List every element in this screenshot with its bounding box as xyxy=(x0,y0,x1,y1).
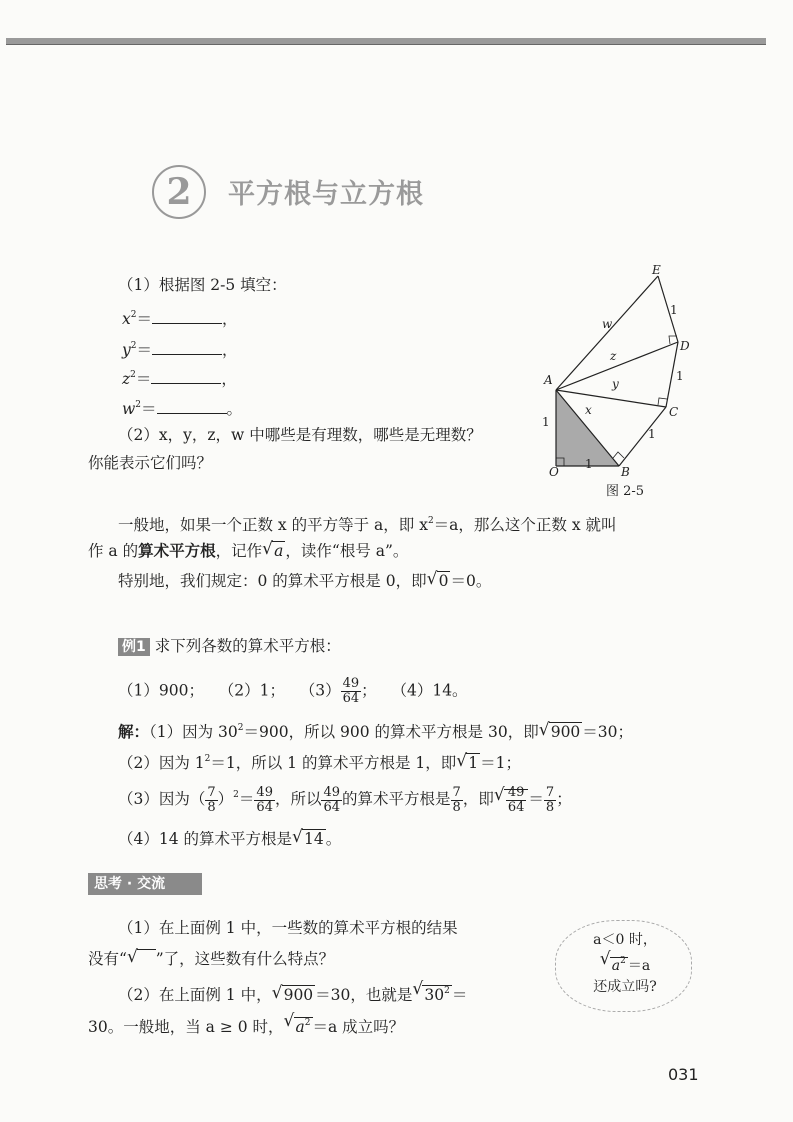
think-q1-line2: 没有“ √ ”了，这些数有什么特点？ xyxy=(88,947,335,968)
sqrt-a: √ a xyxy=(262,539,284,560)
exercise-part1: （1）根据图 2-5 填空： xyxy=(118,276,287,294)
figure-caption: 图 2-5 xyxy=(606,484,645,499)
point-A: A xyxy=(544,373,553,387)
section-title: 平方根与立方根 xyxy=(228,179,424,210)
think-q2-line2: 30。一般地，当 a ≥ 0 时， √ $a^2 =a$ 成立吗？ xyxy=(88,1011,405,1036)
label-y: y xyxy=(612,377,619,391)
example1-items: （1）900； （2）1； （3） $\frac{49}{64}$ ； （4）14。 xyxy=(118,676,468,706)
solution-line4: （4）14 的算术平方根是 √ 14 。 xyxy=(118,827,342,848)
label-one-CD: 1 xyxy=(676,369,684,383)
think-q1-line1: （1）在上面例 1 中，一些数的算术平方根的结果 xyxy=(118,919,458,937)
eq-w: $w^2=$ 。 xyxy=(122,400,243,418)
point-B: B xyxy=(621,465,630,477)
label-one-DE: 1 xyxy=(670,303,678,317)
point-O: O xyxy=(549,465,559,477)
solution-line2: （2）因为 $1^2=1$，所以 1 的算术平方根是 1，即 √ 1 ＝1； xyxy=(118,751,522,772)
example-label: 例1 xyxy=(118,638,150,656)
label-one-OB: 1 xyxy=(585,457,593,471)
answer-blank[interactable] xyxy=(152,340,222,355)
think-q2-line1: （2）在上面例 1 中， √ 900 ＝30，也就是 √ $30^2$ ＝ xyxy=(118,979,468,1004)
exercise-part2: （2）x，y，z，w 中哪些是有理数，哪些是无理数？ xyxy=(118,426,482,444)
label-x: x xyxy=(585,403,592,417)
thought-bubble-text: a＜0 时， √ $a^2 =a$ 还成立吗? xyxy=(593,932,657,995)
term-arithmetic-root: 算术平方根 xyxy=(138,542,216,560)
answer-blank[interactable] xyxy=(151,369,221,384)
exercise-part2-cont: 你能表示它们吗？ xyxy=(88,454,213,472)
label-w: w xyxy=(602,317,613,331)
think-discuss-label: 思考 · 交流 xyxy=(88,873,202,895)
section-number: 2 xyxy=(152,165,206,219)
definition-line3: 特别地，我们规定：0 的算术平方根是 0，即 √ 0 ＝0。 xyxy=(118,569,492,590)
page-number: 031 xyxy=(668,1065,699,1084)
definition-line1: 一般地，如果一个正数 x 的平方等于 a，即 $x^2=a$，那么这个正数 x 就叫 xyxy=(118,516,617,534)
point-D: D xyxy=(680,339,690,353)
label-z: z xyxy=(610,349,617,363)
eq-x: $x^2=$ ， xyxy=(122,310,238,328)
spiral-figure xyxy=(540,262,700,477)
point-C: C xyxy=(669,405,679,419)
example1-header: 例1 求下列各数的算术平方根： xyxy=(118,635,341,658)
eq-z: $z^2=$ ， xyxy=(122,370,237,388)
label-one-BC: 1 xyxy=(648,427,656,441)
answer-blank[interactable] xyxy=(157,399,227,414)
top-rule xyxy=(6,38,766,45)
point-E: E xyxy=(652,263,661,277)
definition-line2: 作 a 的算术平方根，记作 √ a ，读作“根号 a”。 xyxy=(88,539,409,560)
sqrt-0: √ 0 xyxy=(426,569,449,590)
label-one-OA: 1 xyxy=(542,415,550,429)
solution-line1: 解：（1）因为 $30^2=900$，所以 900 的算术平方根是 30，即 √ 900 ＝30； xyxy=(118,720,634,741)
eq-y: $y^2=$ ， xyxy=(122,341,238,359)
answer-blank[interactable] xyxy=(152,309,222,324)
solution-line3: （3）因为（ $\frac{7}{8}$ ）$^2$＝ $\frac{49}{64}$ ，所以 $\frac{49}{64}$ 的算术平方根是 $\frac{7}{8}$ ，即 √ $\frac{49}{64}$ ＝ $\frac{7}{8}$ ； xyxy=(118,784,572,815)
